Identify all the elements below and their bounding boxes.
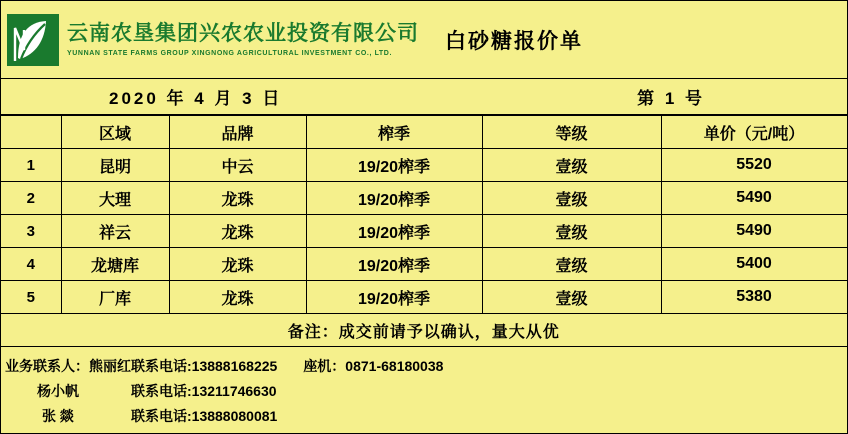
cell-brand: 中云	[169, 149, 306, 182]
cell-season: 19/20榨季	[306, 149, 482, 182]
cell-region: 祥云	[61, 215, 169, 248]
cell-region: 大理	[61, 182, 169, 215]
page-title: 白砂糖报价单	[445, 29, 583, 53]
cell-brand: 龙珠	[169, 281, 306, 314]
contact-name: 杨小帆	[37, 382, 79, 399]
column-header-grade: 等级	[482, 116, 661, 149]
table-header-row	[1, 116, 847, 149]
cell-brand: 龙珠	[169, 248, 306, 281]
cell-grade: 壹级	[482, 281, 661, 314]
price-table	[1, 115, 848, 347]
cell-brand: 龙珠	[169, 182, 306, 215]
cell-price: 5490	[661, 182, 847, 215]
cell-index: 1	[1, 149, 61, 182]
table-row	[1, 215, 847, 248]
company-name-block	[67, 22, 419, 57]
column-header-price: 单价（元/吨）	[661, 116, 847, 149]
cell-index: 4	[1, 248, 61, 281]
cell-index: 2	[1, 182, 61, 215]
cell-grade: 壹级	[482, 182, 661, 215]
contact-line	[5, 353, 847, 378]
green-leaf-logo	[7, 14, 59, 66]
cell-price: 5490	[661, 215, 847, 248]
cell-region: 厂库	[61, 281, 169, 314]
contact-mobile: 联系电话:13888080081	[131, 407, 278, 424]
document-header	[1, 1, 847, 79]
company-name-cn: 云南农垦集团兴农农业投资有限公司	[67, 21, 419, 45]
column-header-region: 区域	[61, 116, 169, 149]
column-header-brand: 品牌	[169, 116, 306, 149]
table-row	[1, 248, 847, 281]
quote-number: 第 1 号	[637, 89, 705, 108]
meta-row	[1, 79, 847, 115]
cell-season: 19/20榨季	[306, 215, 482, 248]
company-name-en: YUNNAN STATE FARMS GROUP XINGNONG AGRICULTURAL INVESTMENT CO., LTD.	[67, 50, 392, 58]
cell-price: 5520	[661, 149, 847, 182]
cell-season: 19/20榨季	[306, 281, 482, 314]
cell-region: 昆明	[61, 149, 169, 182]
contact-name: 张 燚	[42, 407, 74, 424]
column-header-index	[1, 116, 61, 149]
cell-index: 5	[1, 281, 61, 314]
cell-price: 5380	[661, 281, 847, 314]
column-header-season: 榨季	[306, 116, 482, 149]
contact-mobile: 联系电话:13888168225	[131, 357, 278, 374]
contact-line	[5, 378, 847, 403]
table-row	[1, 149, 847, 182]
contact-landline: 座机：0871-68180038	[303, 357, 444, 374]
cell-season: 19/20榨季	[306, 182, 482, 215]
cell-price: 5400	[661, 248, 847, 281]
table-note: 备注：成交前请予以确认，量大从优	[1, 314, 847, 347]
table-note-row	[1, 314, 847, 347]
cell-region: 龙塘库	[61, 248, 169, 281]
cell-brand: 龙珠	[169, 215, 306, 248]
cell-season: 19/20榨季	[306, 248, 482, 281]
table-row	[1, 182, 847, 215]
cell-index: 3	[1, 215, 61, 248]
contacts-block	[1, 347, 847, 428]
cell-grade: 壹级	[482, 248, 661, 281]
quote-date: 2020 年 4 月 3 日	[109, 89, 283, 108]
table-row	[1, 281, 847, 314]
contact-mobile: 联系电话:13211746630	[131, 382, 277, 399]
contact-line	[5, 403, 847, 428]
leaf-icon	[12, 18, 54, 62]
contact-name: 业务联系人：熊丽红	[5, 357, 131, 374]
cell-grade: 壹级	[482, 215, 661, 248]
cell-grade: 壹级	[482, 149, 661, 182]
